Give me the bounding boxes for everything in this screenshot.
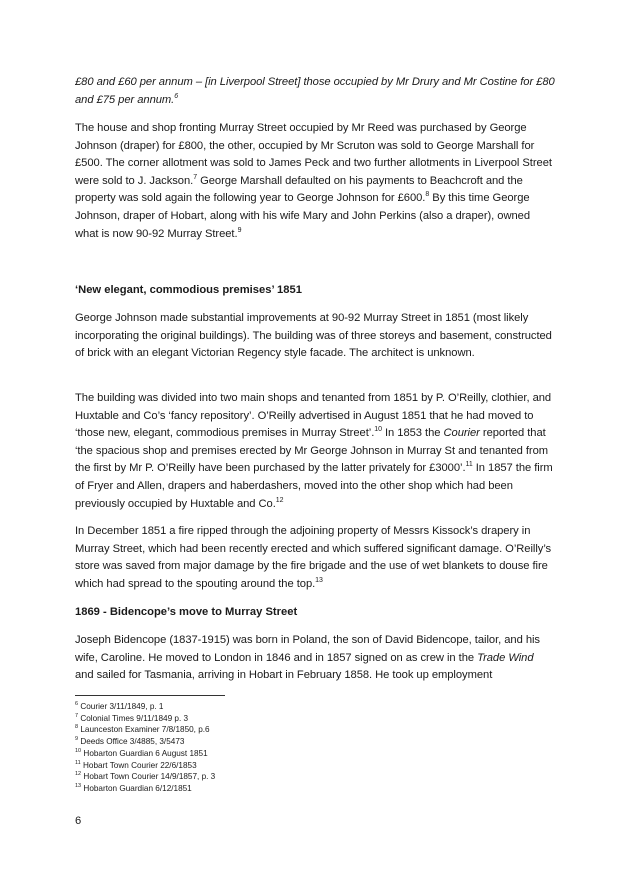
footnote-number: 6: [75, 701, 79, 707]
paragraph-text: The building was divided into two main shops and tenanted from 1851 by P. O’Reilly, clothier, and Huxtable and Co’s ‘fancy repository’. O’Reilly advertised in August 1851 that he had moved to ‘those new, elegant, commodious premises in Murray Street’.: [75, 392, 552, 440]
paragraph-text: reported that ‘the spacious shop and premises erected by Mr George Johnson in Murray St and tenanted from the first by Mr P. O’Reilly have been purchased by the latter privately for £3000’.: [75, 427, 549, 475]
paragraph-text: £80 and £60 per annum – [in Liverpool Street] those occupied by Mr Drury and Mr Costine for £80 and £75 per annum.: [75, 76, 555, 106]
footnote-text: Courier 3/11/1849, p. 1: [78, 702, 164, 711]
paragraph-text: George Marshall defaulted on his payments to Beachcroft and the property was sold again the following year to George Johnson for £600.: [75, 174, 523, 205]
paragraph-text: In 1853 the: [381, 427, 444, 440]
paragraph-rent-continuation: [75, 74, 555, 109]
paragraph-reed-purchase: [75, 120, 555, 243]
footnote-ref[interactable]: 13: [315, 576, 323, 584]
newspaper-title: Courier: [443, 427, 480, 440]
footnote-ref[interactable]: 7: [193, 173, 198, 181]
paragraph-improvements: George Johnson made substantial improvements at 90-92 Murray Street in 1851 (most likely incorporating the original buildings). The building was of three storeys and basement, constructed of brick with an elegant Victorian Regency style facade. The architect is unknown.: [75, 312, 552, 360]
footnotes: [75, 701, 375, 795]
footnote-number: 12: [75, 771, 82, 778]
footnote: [75, 783, 375, 795]
footnote-text: Hobart Town Courier 22/6/1853: [80, 760, 197, 770]
footnote: [75, 724, 375, 736]
paragraph-fire: [75, 523, 555, 593]
footnote-number: 10: [75, 747, 82, 754]
footnote-number: 9: [75, 736, 79, 743]
footnote-text: Hobart Town Courier 14/9/1857, p. 3: [81, 772, 216, 782]
footnote-number: 11: [75, 759, 81, 766]
paragraph-text: In December 1851 a fire ripped through the adjoining property of Messrs Kissock’s drapery in Murray Street, which had been recently erected and which suffered significant damage. O’Reilly’s store was saved from major damage by the fire brigade and the use of wet blankets to douse fire which had spread to the spouting around the top.: [75, 525, 552, 590]
ship-name: Trade Wind: [477, 651, 534, 664]
paragraph-text: By this time George Johnson, draper of Hobart, along with his wife Mary and John Perkins (also a draper), owned what is now 90-92 Murray Street.: [75, 192, 531, 240]
footnote-text: Launceston Examiner 7/8/1850, p.6: [78, 725, 210, 735]
paragraph-tenants: [75, 390, 555, 513]
footnote: [75, 771, 375, 783]
footnote-separator: [75, 695, 225, 696]
footnote-number: 7: [75, 712, 79, 719]
section-heading-1869: 1869 - Bidencope’s move to Murray Street: [75, 606, 298, 618]
footnote-number: 13: [75, 782, 82, 789]
section-heading-1851: ‘New elegant, commodious premises’ 1851: [75, 284, 302, 296]
footnote: [75, 748, 375, 760]
paragraph-text: The house and shop fronting Murray Street occupied by Mr Reed was purchased by George Johnson (draper) for £800, the other, occupied by Mr Scruton was sold to George Marshall for £500. The corner allotment was sold to James Peck and two further allotments in Liverpool Street were sold to J. Jackson.: [75, 122, 552, 187]
footnote-ref[interactable]: 9: [237, 226, 242, 234]
footnote: [75, 713, 375, 725]
paragraph-joseph-bidencope: [75, 632, 555, 685]
paragraph-text: and sailed for Tasmania, arriving in Hobart in February 1858. He took up employment: [75, 669, 493, 682]
footnote-text: Colonial Times 9/11/1849 p. 3: [78, 713, 189, 723]
footnote-ref[interactable]: 11: [465, 461, 473, 469]
footnote-text: Hobarton Guardian 6 August 1851: [81, 748, 208, 758]
footnote-ref[interactable]: 10: [374, 426, 382, 434]
footnote-ref[interactable]: 12: [275, 496, 284, 504]
footnote-text: Hobarton Guardian 6/12/1851: [81, 783, 192, 793]
footnote: [75, 701, 375, 713]
footnote-ref[interactable]: 8: [425, 191, 430, 199]
page-number: 6: [75, 815, 82, 827]
footnote-ref[interactable]: 6: [174, 92, 179, 100]
footnote-text: Deeds Office 3/4885, 3/5473: [78, 737, 185, 747]
paragraph-text: In 1857 the firm of Fryer and Allen, drapers and haberdashers, moved into the other shop which had been previously occupied by Huxtable and Co.: [75, 462, 553, 510]
footnote: [75, 736, 375, 748]
paragraph-text: Joseph Bidencope (1837-1915) was born in Poland, the son of David Bidencope, tailor, and his wife, Caroline. He moved to London in 1846 and in 1857 signed on as crew in the: [75, 634, 540, 664]
footnote-number: 8: [75, 724, 79, 731]
footnote: [75, 760, 375, 772]
